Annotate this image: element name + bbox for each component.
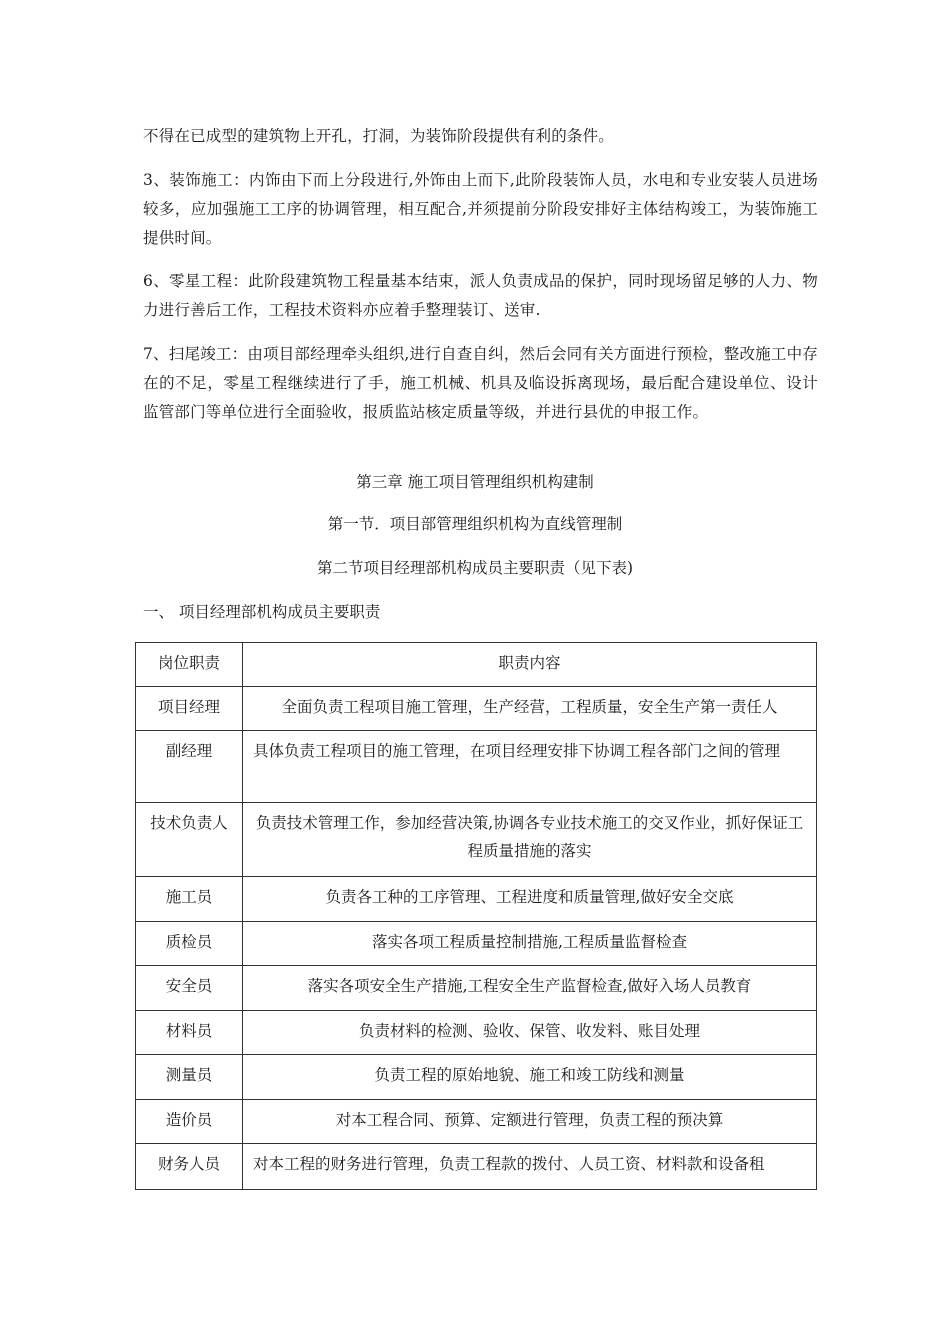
table-row (136, 731, 817, 803)
table-header-row (136, 643, 817, 687)
chapter-heading: 第三章 施工项目管理组织机构建制 (356, 473, 594, 491)
table-row (136, 803, 817, 877)
table-row (136, 1011, 817, 1055)
duty-cell: 负责材料的检测、验收、保管、收发料、账目处理 (243, 1011, 817, 1055)
duty-cell: 负责各工种的工序管理、工程进度和质量管理,做好安全交底 (243, 877, 817, 922)
paragraph-sporadic-works: 6、零星工程：此阶段建筑物工程量基本结束，派人负责成品的保护，同时现场留足够的人力、物力进行善后工作，工程技术资料亦应着手整理装订、送审. (143, 272, 818, 319)
role-cell: 技术负责人 (136, 803, 243, 877)
paragraph-continuation: 不得在已成型的建筑物上开孔，打洞，为装饰阶段提供有利的条件。 (143, 127, 615, 145)
section-heading-2: 第二节项目经理部机构成员主要职责（见下表) (316, 559, 634, 577)
role-cell: 施工员 (136, 877, 243, 922)
role-cell: 测量员 (136, 1055, 243, 1100)
paragraph-final-completion: 7、扫尾竣工：由项目部经理牵头组织,进行自查自纠，然后会同有关方面进行预检，整改施工中存在的不足，零星工程继续进行了手，施工机械、机具及临设拆离现场，最后配合建设单位、设计监管部门等单位进行全面验收，报质监站核定质量等级，并进行县优的申报工作。 (143, 345, 818, 421)
role-cell: 造价员 (136, 1100, 243, 1144)
role-cell: 材料员 (136, 1011, 243, 1055)
role-cell: 项目经理 (136, 687, 243, 731)
table-row (136, 922, 817, 966)
duty-cell: 全面负责工程项目施工管理，生产经营，工程质量，安全生产第一责任人 (243, 687, 817, 731)
duty-cell: 落实各项安全生产措施,工程安全生产监督检查,做好入场人员教育 (243, 966, 817, 1011)
table-row (136, 1055, 817, 1100)
duties-table (135, 642, 817, 1190)
table-row (136, 966, 817, 1011)
duty-cell: 对本工程的财务进行管理，负责工程款的拨付、人员工资、材料款和设备租 (243, 1144, 817, 1190)
header-role: 岗位职责 (136, 643, 243, 687)
table-caption: 一、 项目经理部机构成员主要职责 (143, 603, 381, 621)
section-heading-1: 第一节．项目部管理组织机构为直线管理制 (327, 515, 623, 533)
table-row (136, 877, 817, 922)
table-row (136, 687, 817, 731)
role-cell: 财务人员 (136, 1144, 243, 1190)
duty-cell: 负责工程的原始地貌、施工和竣工防线和测量 (243, 1055, 817, 1100)
table-row (136, 1144, 817, 1190)
duty-cell: 对本工程合同、预算、定额进行管理，负责工程的预决算 (243, 1100, 817, 1144)
role-cell: 质检员 (136, 922, 243, 966)
duty-cell: 落实各项工程质量控制措施,工程质量监督检查 (243, 922, 817, 966)
role-cell: 安全员 (136, 966, 243, 1011)
duty-cell: 具体负责工程项目的施工管理，在项目经理安排下协调工程各部门之间的管理 (243, 731, 817, 803)
table-row (136, 1100, 817, 1144)
duty-cell: 负责技术管理工作，参加经营决策,协调各专业技术施工的交叉作业，抓好保证工程质量措施的落实 (243, 803, 817, 877)
header-duty: 职责内容 (243, 643, 817, 687)
role-cell: 副经理 (136, 731, 243, 803)
paragraph-decoration-construction: 3、装饰施工：内饰由下而上分段进行,外饰由上而下,此阶段装饰人员，水电和专业安装人员进场较多，应加强施工工序的协调管理，相互配合,并须提前分阶段安排好主体结构竣工，为装饰施工提供时间。 (143, 171, 818, 247)
